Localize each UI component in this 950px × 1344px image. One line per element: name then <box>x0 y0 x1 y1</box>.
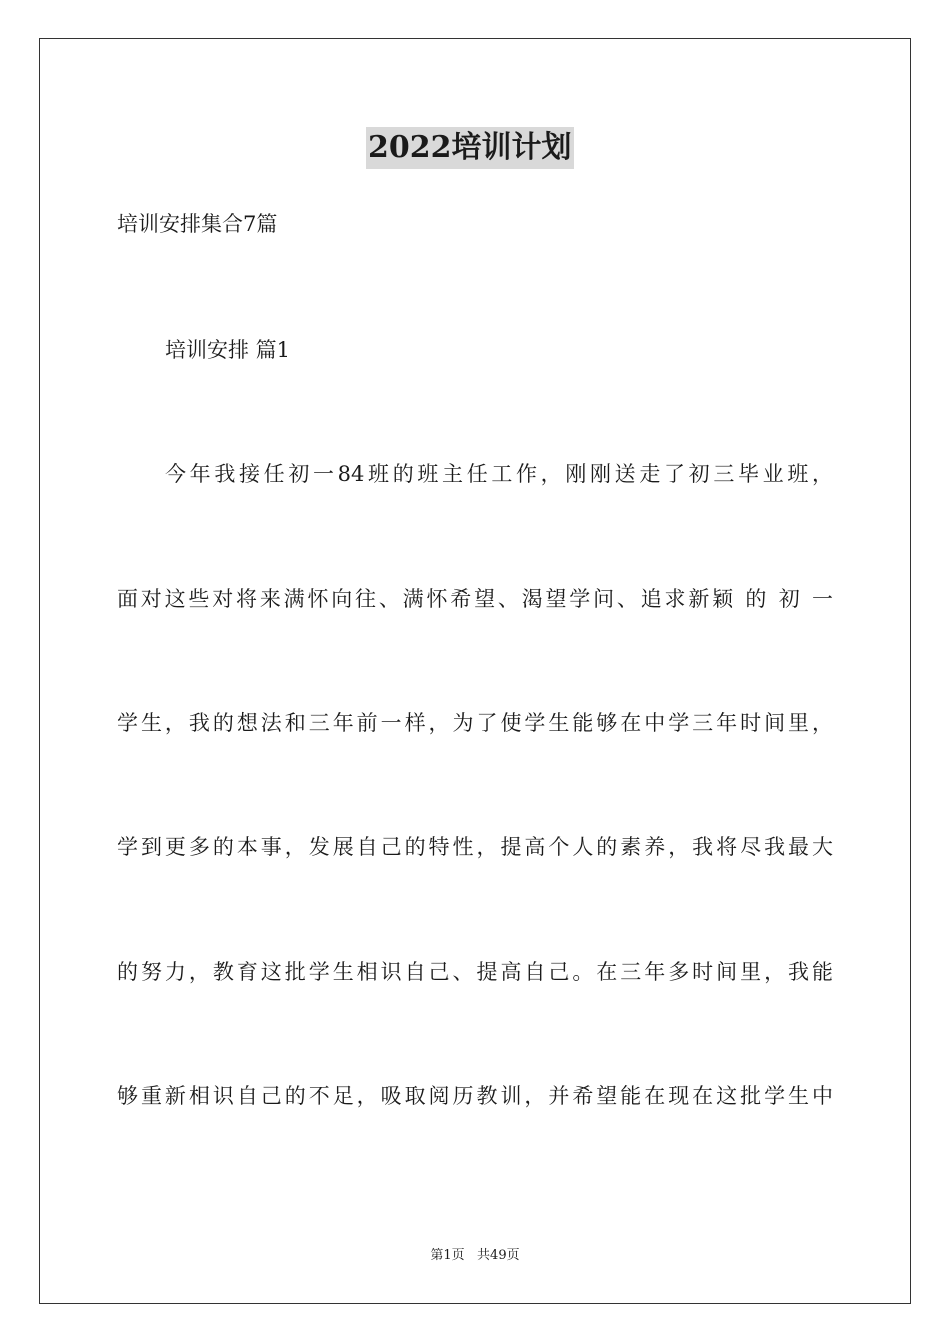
paragraph-line: 今年我接任初一84班的班主任工作，刚刚送走了初三毕业班， <box>165 462 833 486</box>
paragraph-line: 学到更多的本事，发展自己的特性，提高个人的素养，我将尽我最大 <box>117 835 833 859</box>
paragraph-line: 够重新相识自己的不足，吸取阅历教训，并希望能在现在这批学生中 <box>117 1084 833 1108</box>
section-title: 培训安排 篇1 <box>165 338 291 362</box>
paragraph-line: 面对这些对将来满怀向往、满怀希望、渴望学问、追求新颖 的 初 一 <box>117 587 833 611</box>
document-subtitle: 培训安排集合7篇 <box>117 212 278 236</box>
document-title: 2022培训计划 <box>366 127 574 169</box>
paragraph-line: 的努力，教育这批学生相识自己、提高自己。在三年多时间里，我能 <box>117 960 833 984</box>
page-footer: 第1页 共49页 <box>430 1248 520 1263</box>
paragraph-line: 学生，我的想法和三年前一样，为了使学生能够在中学三年时间里， <box>117 711 833 735</box>
